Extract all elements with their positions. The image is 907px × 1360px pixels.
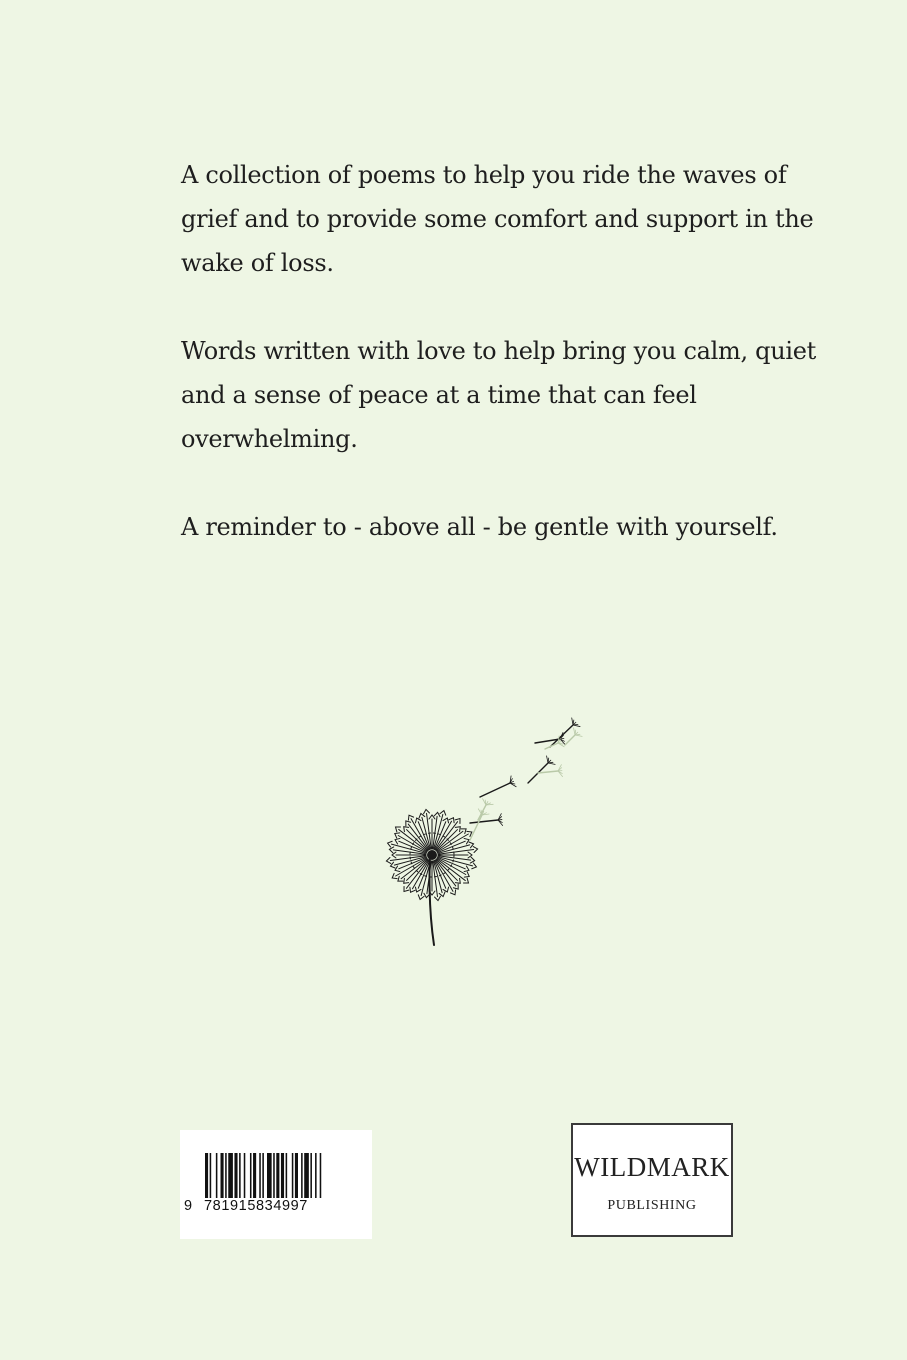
blurb-paragraph-1: A collection of poems to help you ride the waves of grief and to provide some comfort and support in the wake of loss. <box>181 161 814 277</box>
dandelion-icon <box>370 715 600 955</box>
publisher-subtitle: PUBLISHING <box>607 1198 697 1213</box>
blurb-paragraph-3: A reminder to - above all - be gentle with yourself. <box>181 513 778 541</box>
publisher-name: WILDMARK <box>574 1152 730 1182</box>
barcode-lead-digit: 9 <box>184 1198 193 1214</box>
barcode-digits: 781915834997 <box>204 1198 308 1214</box>
publisher-logo <box>571 1123 733 1237</box>
blurb-paragraph-2: Words written with love to help bring you calm, quiet and a sense of peace at a time that can feel overwhelming. <box>181 337 816 453</box>
barcode-number <box>184 1198 370 1214</box>
isbn-barcode <box>180 1130 372 1239</box>
back-cover-blurb <box>181 153 821 593</box>
